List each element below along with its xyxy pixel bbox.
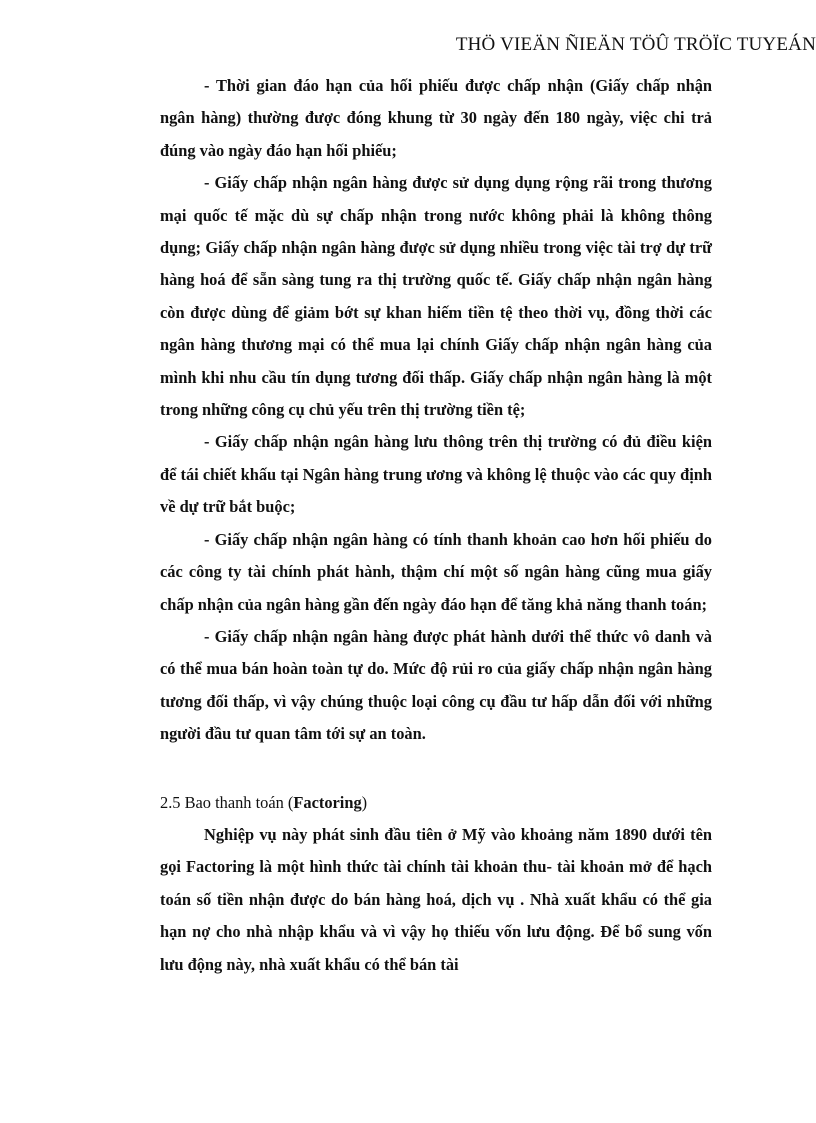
section-heading-factoring: [160, 787, 712, 819]
page-header: THÖ VIEÄN ÑIEÄN TÖÛ TRÖÏC TUYEÁN: [455, 34, 816, 55]
document-body: [160, 70, 712, 981]
paragraph-international-trade: - Giấy chấp nhận ngân hàng được sử dụng dụng rộng rãi trong thương mại quốc tế mặc dù sự chấp nhận trong nước không phải là không thông dụng; Giấy chấp nhận ngân hàng được sử dụng nhiều trong việc tài trợ dự trữ hàng hoá để sẵn sàng tung ra thị trường quốc tế. Giấy chấp nhận ngân hàng còn được dùng để giảm bớt sự khan hiếm tiền tệ theo thời vụ, đồng thời các ngân hàng thương mại có thể mua lại chính Giấy chấp nhận ngân hàng của mình khi nhu cầu tín dụng tương đối thấp. Giấy chấp nhận ngân hàng là một trong những công cụ chủ yếu trên thị trường tiền tệ;: [160, 173, 712, 420]
paragraph-factoring-intro: Nghiệp vụ này phát sinh đầu tiên ở Mỹ vào khoảng năm 1890 dưới tên gọi Factoring là một hình thức tài chính tài khoản thu- tài khoản mở để hạch toán số tiền nhận được do bán hàng hoá, dịch vụ . Nhà xuất khẩu có thể gia hạn nợ cho nhà nhập khẩu và vì vậy họ thiếu vốn lưu động. Để bổ sung vốn lưu động này, nhà xuất khẩu có thể bán tài: [160, 824, 712, 974]
paragraph-liquidity: - Giấy chấp nhận ngân hàng có tính thanh khoản cao hơn hối phiếu do các công ty tài chính phát hành, thậm chí một số ngân hàng cũng mua giấy chấp nhận của ngân hàng gần đến ngày đáo hạn để tăng khả năng thanh toán;: [160, 529, 712, 614]
section-term: Factoring: [293, 792, 362, 812]
paragraph-maturity: - Thời gian đáo hạn của hối phiếu được chấp nhận (Giấy chấp nhận ngân hàng) thường được đóng khung từ 30 ngày đến 180 ngày, việc chi trả đúng vào ngày đáo hạn hối phiếu;: [160, 76, 712, 160]
section-title: 2.5 Bao thanh toán (: [160, 792, 294, 812]
paragraph-bearer-form: - Giấy chấp nhận ngân hàng được phát hành dưới thể thức vô danh và có thể mua bán hoàn toàn tự do. Mức độ rủi ro của giấy chấp nhận ngân hàng tương đối thấp, vì vậy chúng thuộc loại công cụ đầu tư hấp dẫn đối với những người đầu tư quan tâm tới sự an toàn.: [160, 626, 712, 744]
section-title-close: ): [361, 792, 368, 812]
paragraph-rediscount: - Giấy chấp nhận ngân hàng lưu thông trên thị trường có đủ điều kiện để tái chiết khấu tại Ngân hàng trung ương và không lệ thuộc vào các quy định về dự trữ bắt buộc;: [160, 432, 712, 517]
